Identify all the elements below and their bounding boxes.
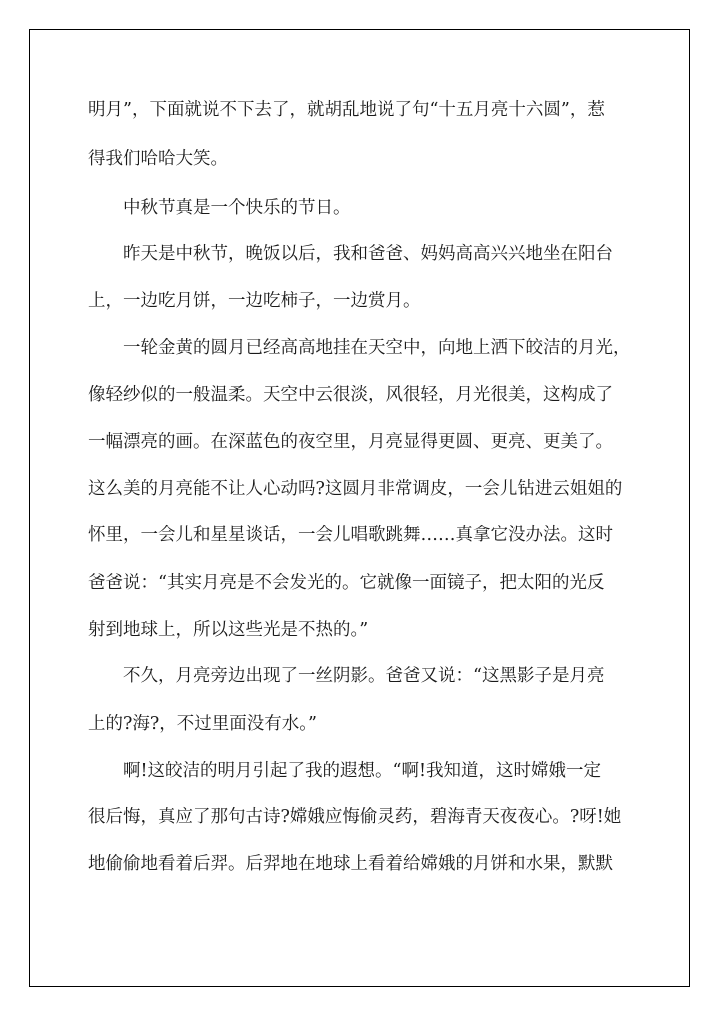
text-line: 一轮金黄的圆月已经高高地挂在天空中，向地上洒下皎洁的月光， xyxy=(88,338,631,358)
text-line: 得我们哈哈大笑。 xyxy=(88,149,228,169)
page-border xyxy=(29,29,690,987)
text-line: 上的?海?，不过里面没有水。” xyxy=(88,714,317,734)
text-line: 明月”，下面就说不下去了，就胡乱地说了句“十五月亮十六圆”，惹 xyxy=(88,100,605,120)
text-line: 像轻纱似的一般温柔。天空中云很淡，风很轻，月光很美，这构成了 xyxy=(88,385,613,405)
text-line: 不久，月亮旁边出现了一丝阴影。爸爸又说：“这黑影子是月亮 xyxy=(88,666,605,686)
text-line: 昨天是中秋节，晚饭以后，我和爸爸、妈妈高高兴兴地坐在阳台 xyxy=(88,244,613,264)
text-line: 射到地球上，所以这些光是不热的。” xyxy=(88,620,369,640)
text-line: 中秋节真是一个快乐的节日。 xyxy=(88,198,351,218)
text-line: 怀里，一会儿和星星谈话，一会儿唱歌跳舞……真拿它没办法。这时 xyxy=(88,525,613,545)
text-line: 爸爸说：“其实月亮是不会发光的。它就像一面镜子，把太阳的光反 xyxy=(88,573,605,593)
text-line: 一幅漂亮的画。在深蓝色的夜空里，月亮显得更圆、更亮、更美了。 xyxy=(88,432,613,452)
text-line: 上，一边吃月饼，一边吃柿子，一边赏月。 xyxy=(88,291,421,311)
text-line: 这么美的月亮能不让人心动吗?这圆月非常调皮，一会儿钻进云姐姐的 xyxy=(88,479,623,499)
text-line: 很后悔，真应了那句古诗?嫦娥应悔偷灵药，碧海青天夜夜心。?呀!她 xyxy=(88,807,622,827)
text-line: 啊!这皎洁的明月引起了我的遐想。“啊!我知道，这时嫦娥一定 xyxy=(88,761,602,781)
text-line: 地偷偷地看着后羿。后羿地在地球上看着给嫦娥的月饼和水果，默默 xyxy=(88,854,613,874)
